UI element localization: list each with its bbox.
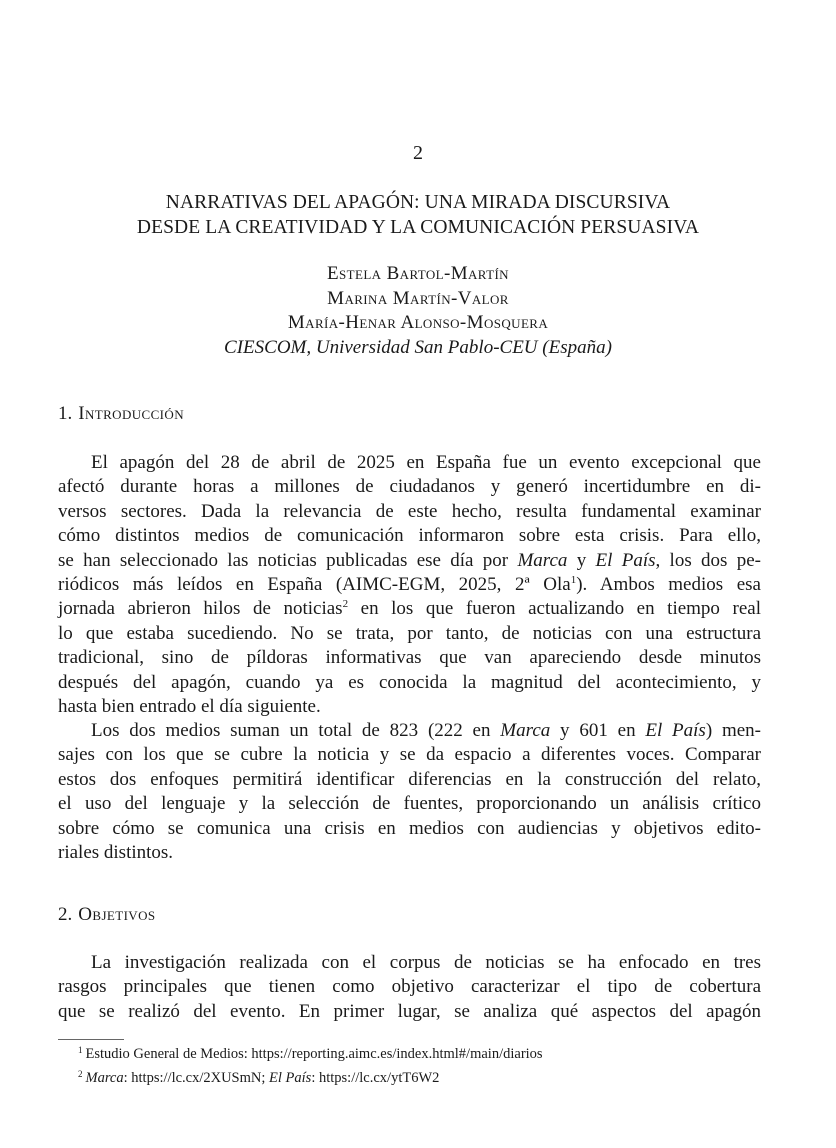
footnote-text[interactable]: Estudio General de Medios: https://reporting.aimc.es/index.html#/main/diarios bbox=[85, 1046, 543, 1062]
footnote bbox=[78, 1069, 439, 1087]
newspaper-name: El País bbox=[595, 549, 656, 571]
section-title: Objetivos bbox=[78, 904, 156, 925]
body-paragraph bbox=[58, 719, 761, 865]
text-line: estos dos enfoques permitirá identificar diferencias en la construcción del relato, bbox=[58, 768, 761, 790]
text-run: jornada abrieron hilos de noticias bbox=[58, 598, 343, 620]
chapter-title-line-1: NARRATIVAS DEL APAGÓN: UNA MIRADA DISCURSIVA bbox=[165, 192, 671, 213]
text-line: afectó durante horas a millones de ciudadanos y generó incertidumbre en di- bbox=[58, 476, 761, 498]
text-line: sobre cómo se comunica una crisis en medios con audiencias y objetivos edito- bbox=[58, 817, 761, 839]
text-line: La investigación realizada con el corpus de noticias se ha enfocado en tres bbox=[91, 952, 761, 973]
section-heading-introduccion bbox=[58, 403, 184, 425]
footnote-link[interactable]: : https://lc.cx/ytT6W2 bbox=[311, 1070, 440, 1086]
footnote bbox=[78, 1045, 543, 1063]
body-paragraph bbox=[58, 951, 761, 1024]
text-line: que se realizó del evento. En primer lugar, se analiza qué aspectos del apagón bbox=[58, 1000, 761, 1022]
section-title: Introducción bbox=[78, 403, 184, 424]
text-line: riales distintos. bbox=[58, 841, 174, 863]
text-run: se han seleccionado las noticias publicadas ese día por bbox=[58, 549, 518, 571]
section-heading-objetivos bbox=[58, 904, 156, 926]
footnote-ref[interactable]: 1 bbox=[570, 573, 577, 586]
chapter-number: 2 bbox=[413, 142, 423, 164]
text-run: y 601 en bbox=[550, 720, 646, 741]
chapter-title bbox=[0, 190, 836, 240]
text-line: lo que estaba sucediendo. No se trata, por tanto, de noticias con una estructura bbox=[58, 622, 761, 644]
author-name: Estela Bartol-Martín bbox=[327, 263, 509, 284]
author-block bbox=[0, 262, 836, 360]
text-line bbox=[58, 597, 761, 621]
text-line: el uso del lenguaje y la selección de fuentes, proporcionando un análisis crítico bbox=[58, 793, 761, 815]
author-affiliation: CIESCOM, Universidad San Pablo-CEU (España) bbox=[224, 336, 612, 358]
newspaper-name: Marca bbox=[500, 720, 551, 741]
text-run: y bbox=[567, 549, 596, 571]
text-line: después del apagón, cuando ya es conocida la magnitud del acontecimiento, y bbox=[58, 671, 761, 693]
newspaper-name: Marca bbox=[85, 1070, 124, 1086]
text-line bbox=[58, 573, 761, 597]
footnote-mark: 2 bbox=[78, 1069, 83, 1079]
text-line: rasgos principales que tienen como objetivo caracterizar el tipo de cobertura bbox=[58, 976, 761, 998]
text-line: cómo distintos medios de comunicación informaron sobre esta crisis. Para ello, bbox=[58, 525, 761, 547]
footnote-link[interactable]: : https://lc.cx/2XUSmN; bbox=[123, 1070, 270, 1086]
text-run: Los dos medios suman un total de 823 (222 en bbox=[91, 720, 501, 741]
section-number: 1. bbox=[58, 403, 73, 424]
text-line: hasta bien entrado el día siguiente. bbox=[58, 695, 321, 717]
text-run: en los que fueron actualizando en tiempo real bbox=[348, 598, 761, 620]
text-line: sajes con los que se cubre la noticia y se da espacio a diferentes voces. Comparar bbox=[58, 744, 761, 766]
footnote-mark: 1 bbox=[78, 1045, 83, 1055]
chapter-title-line-2: DESDE LA CREATIVIDAD Y LA COMUNICACIÓN PERSUASIVA bbox=[136, 217, 700, 238]
newspaper-name: El País bbox=[645, 720, 706, 741]
text-line: tradicional, sino de píldoras informativas que van apareciendo desde minutos bbox=[58, 647, 761, 669]
text-line: versos sectores. Dada la relevancia de este hecho, resulta fundamental examinar bbox=[58, 500, 761, 522]
author-name: Marina Martín-Valor bbox=[327, 287, 509, 309]
author-name: María-Henar Alonso-Mosquera bbox=[287, 312, 549, 333]
footnote-ref[interactable]: 2 bbox=[342, 598, 349, 611]
body-paragraph bbox=[58, 451, 761, 719]
text-line: El apagón del 28 de abril de 2025 en España fue un evento excepcional que bbox=[91, 452, 761, 473]
text-run: ) men- bbox=[705, 720, 761, 741]
text-run: ). Ambos medios esa bbox=[576, 573, 761, 595]
newspaper-name: El País bbox=[269, 1070, 312, 1086]
footnote-divider bbox=[58, 1039, 124, 1040]
text-line bbox=[58, 549, 761, 573]
text-run: riódicos más leídos en España (AIMC-EGM, 2025, 2ª Ola bbox=[58, 573, 571, 595]
newspaper-name: Marca bbox=[517, 549, 568, 571]
text-line bbox=[58, 719, 761, 743]
text-run: , los dos pe- bbox=[655, 549, 762, 571]
section-number: 2. bbox=[58, 904, 73, 925]
